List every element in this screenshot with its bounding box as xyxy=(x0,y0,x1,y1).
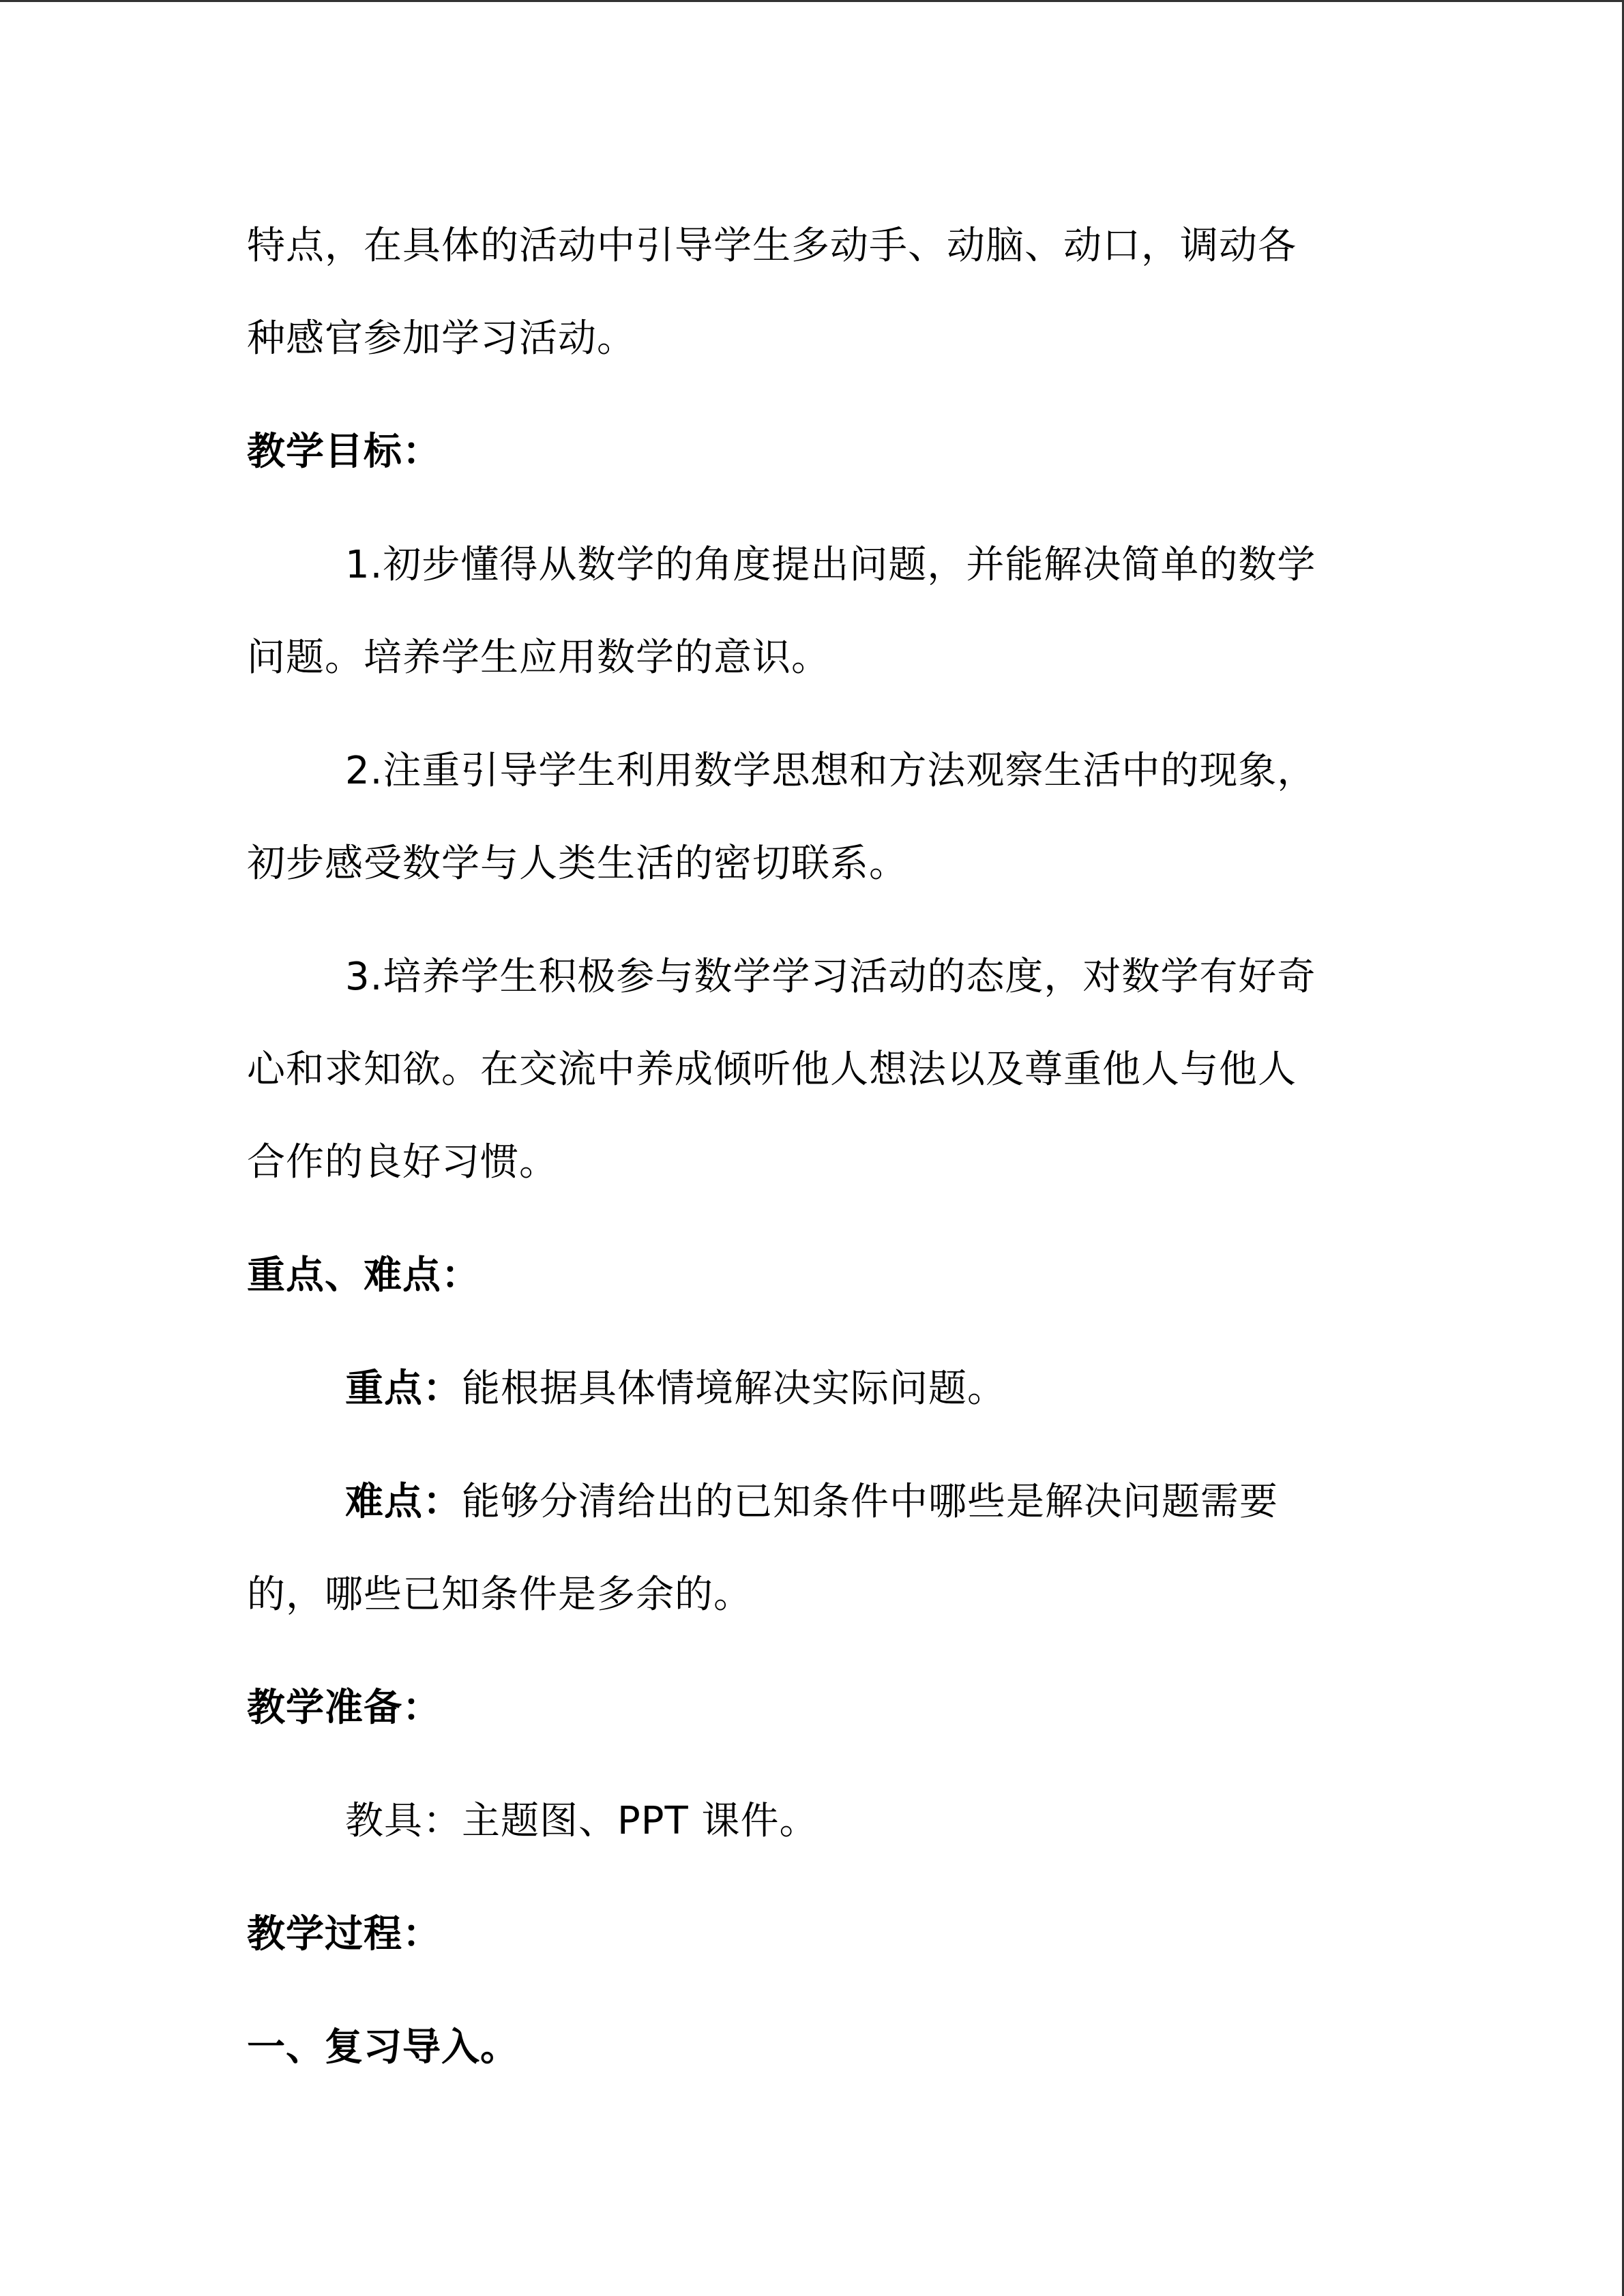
spacer xyxy=(247,704,1365,725)
objective-2-line-2: 初步感受数学与人类生活的密切联系。 xyxy=(247,841,908,886)
spacer xyxy=(247,1868,1365,1888)
document-body xyxy=(247,200,1365,2094)
spacer xyxy=(247,1209,1365,1229)
difficult-point-text: 能够分清给出的已知条件中哪些是解决问题需要 xyxy=(462,1480,1278,1524)
spacer xyxy=(247,910,1365,931)
difficult-point-line-1 xyxy=(247,1456,1365,1549)
key-point-text: 能根据具体情境解决实际问题。 xyxy=(462,1367,1006,1411)
difficult-point-label: 难点： xyxy=(345,1480,462,1524)
objective-2-line-1: 2.注重引导学生利用数学思想和方法观察生活中的现象， xyxy=(345,749,1316,793)
objective-1-line-2: 问题。培养学生应用数学的意识。 xyxy=(247,636,830,680)
process-heading: 教学过程： xyxy=(247,1912,441,1956)
objective-1-line-1: 1.初步懂得从数学的角度提出问题，并能解决简单的数学 xyxy=(345,543,1316,587)
spacer xyxy=(247,1981,1365,2001)
preparation-tools: 教具：主题图、PPT 课件。 xyxy=(345,1799,818,1843)
objective-3-line-2: 心和求知欲。在交流中养成倾听他人想法以及尊重他人与他人 xyxy=(247,1047,1297,1092)
preparation-heading: 教学准备： xyxy=(247,1686,441,1730)
difficult-point-line-2: 的，哪些已知条件是多余的。 xyxy=(247,1572,752,1617)
key-point-line xyxy=(247,1343,1365,1435)
intro-line-2: 种感官参加学习活动。 xyxy=(247,316,636,361)
spacer xyxy=(247,1435,1365,1456)
spacer xyxy=(247,1755,1365,1775)
process-step-1: 一、复习导入。 xyxy=(247,2025,519,2070)
spacer xyxy=(247,385,1365,406)
key-points-heading: 重点、难点： xyxy=(247,1253,480,1298)
objective-3-line-3: 合作的良好习惯。 xyxy=(247,1140,558,1184)
spacer xyxy=(247,1322,1365,1343)
intro-line-1: 特点，在具体的活动中引导学生多动手、动脑、动口，调动各 xyxy=(247,224,1297,268)
spacer xyxy=(247,1641,1365,1662)
objectives-heading: 教学目标： xyxy=(247,430,441,474)
spacer xyxy=(247,498,1365,519)
key-point-label: 重点： xyxy=(345,1367,462,1411)
objective-3-line-1: 3.培养学生积极参与数学学习活动的态度，对数学有好奇 xyxy=(345,955,1316,999)
